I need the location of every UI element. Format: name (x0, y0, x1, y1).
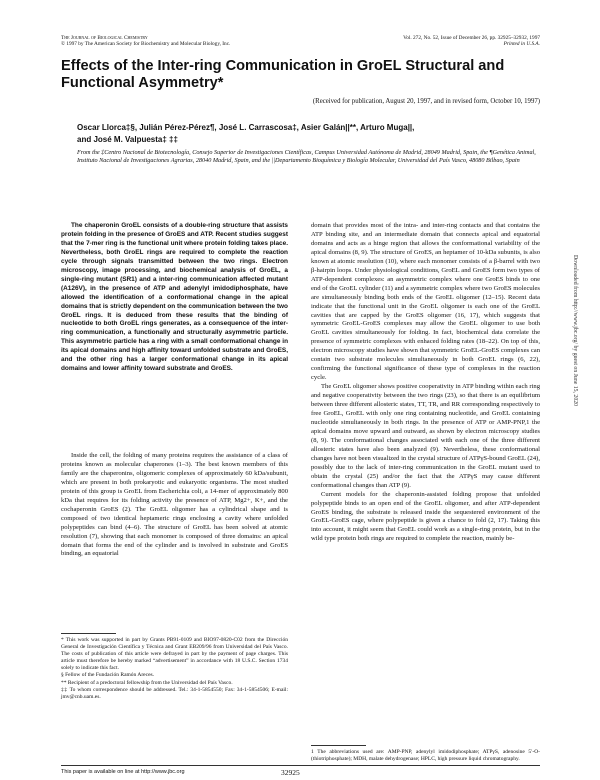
journal-header (61, 35, 230, 47)
page-number: 32925 (281, 768, 300, 777)
footnote-predoctoral: ** Recipient of a predoctoral fellowship from the Universidad del País Vasco. (61, 679, 233, 686)
footer-rule (61, 765, 540, 766)
affiliations: From the ‡Centro Nacional de Biotecnología, Consejo Superior de Investigaciones Científicas, Campus Universidad Autónoma de Madrid, 28049 Madrid, Spain, the ¶Genética Animal, Instituto Nacional de Investigaciones Agrarias, 28040 Madrid, Spain, and the ||Departamento Bioquímica y Biología Molecular, Universidad del País Vasco, 48080 Bilbao, Spain (77, 149, 536, 164)
footnote-correspondence: ‡‡ To whom correspondence should be addressed. Tel.: 34-1-5854550; Fax: 34-1-5854506; E-mail: jmv@cnb.uam.es. (61, 686, 288, 700)
article-title: Effects of the Inter-ring Communication in GroEL Structural and Functional Asymmetry* (61, 58, 505, 91)
footnote-fellow: § Fellow of the Fundación Ramón Areces. (61, 672, 155, 679)
right-column (311, 222, 540, 544)
right-paragraph-3: Current models for the chaperonin-assisted folding propose that unfolded polypeptide binds to an open end of the GroEL oligomer, and after ATP-dependent GroES binding, the substrate is released inside the sequestered environment of the GroEL-GroES cage, where polypeptide is given a chance to fold (2, 17). Taking this into account, it might seem that GroEL could work as a single-ring protein, but in the wild type protein both rings are required to complete the reaction, mainly be- (311, 490, 540, 543)
issue-header (403, 35, 540, 47)
authors-line-1: Oscar Llorca‡§, Julián Pérez-Pérez¶, José L. Carrascosa‡, Asier Galán||**, Arturo Muga||, (77, 123, 415, 132)
footnote-rule-right (311, 745, 366, 746)
footnotes-left (61, 637, 288, 701)
footnote-funding: * This work was supported in part by Grants PB91-0109 and BIO97-0820-C02 from the Dirección General de Investigación Científica y Técnica and Grant EB209/96 from Universidad del País Vasco. The costs of publication of this article were defrayed in part by the payment of page charges. This article must therefore be hereby marked “advertisement” in accordance with 18 U.S.C. Section 1734 solely to indicate this fact. (61, 637, 288, 672)
right-paragraph-1: domain that provides most of the intra- and inter-ring contacts and that contains the ATP binding site, and an intermediate domain that connects apical and equatorial domains and acts as a hinge region that allows the conformational variability of the apical domains (8, 9). The structure of GroES, an heptamer of 10-kDa subunits, is also known at atomic resolution (10), where each monomer consists of a β-barrel with two β-hairpin loops. Under physiological conditions, GroEL and GroES form two types of ATP-dependent complexes: an asymmetric complex where one GroES binds to one end of the GroEL cylinder (11) and a symmetric complex where two GroES molecules are simultaneously binding both ends of the GroEL oligomer (12–15). Recent data indicate that the functional unit in the GroEL oligomer is each one of the GroEL cavities that are capped by the GroES oligomer (16, 17), which suggests that symmetric GroEL-GroES complexes may allow the GroEL oligomer to use both GroEL cavities simultaneously for folding. In fact, biochemical data correlate the presence of symmetric complexes with enhaced folding rates (18–22). On top of this, electron microscopy studies have shown that symmetric GroEL-GroES complexes can contain two substrate molecules simultaneously in both GroEL rings (6, 22), confirming the functional significance of these type of complexes in the reaction cycle. (311, 222, 540, 382)
printed-line: Printed in U.S.A. (503, 41, 540, 48)
volume-line: Vol. 272, No. 52, Issue of December 26, pp. 32925–32932, 1997 (403, 35, 540, 41)
download-note: Downloaded from http://www.jbc.org/ by guest on June 15, 2020 (572, 255, 578, 407)
introduction (61, 452, 288, 559)
right-paragraph-2: The GroEL oligomer shows positive cooperativity in ATP binding within each ring and negative cooperativity between the two rings (23), so that there is an equilibrium between three different allosteric states, TT, TR, and RR corresponding respectively to free GroEL, GroEL with only one ring containing nucleotide, and GroEL containing nucleotide simultaneously in both rings. In the presence of ATP or AMP-PNP,1 the apical domains move upward and outward, as shown by electron microscopy studies (8, 9). The conformational changes associated with each one of the three different allosteric states have also been analyzed (9). Nevertheless, these conformational changes have not been visualized in the crystal structure of ATPγS-bound GroEL (24), possibly due to the lack of inter-ring communication in the GroEL mutant used to obtain the crystal (25) and/or the fact that the ATPγS may cause different conformational changes than ATP (9). (311, 383, 540, 489)
download-watermark (570, 255, 580, 525)
journal-name: The Journal of Biological Chemistry (61, 35, 148, 41)
intro-paragraph: Inside the cell, the folding of many proteins requires the assistance of a class of proteins known as molecular chaperones (1–3). The best known members of this family are the chaperonins, oligomeric complexes of approximately 60 kDa/subunit, which are present in both prokaryotic and eukaryotic organisms. The most studied protein of this group is GroEL from Escherichia coli, a 14-mer of approximately 800 kDa that requires for its folding activity the presence of ATP, Mg2+, K+, and the cochaperonin GroES (2). The GroEL oligomer has a cylindrical shape and is composed of two identical heptameric rings enclosing a cavity where unfolded polypeptides can bind (4–6). The structure of GroEL has been solved at atomic resolution (7), showing that each monomer is composed of three domains: an apical domain that forms the end of the cylinder and is involved in substrate and GroES binding, an equatorial (61, 452, 288, 558)
authors-line-2: and José M. Valpuesta‡ ‡‡ (77, 135, 178, 144)
abstract (61, 222, 288, 374)
abstract-text: The chaperonin GroEL consists of a double-ring structure that assists protein folding in the presence of GroES and ATP. Recent studies suggest that the 7-mer ring is the functional unit where protein folding takes place. Nevertheless, both GroEL rings are required to complete the reaction cycle through signals transmitted between the two rings. Electron microscopy, image processing, and biochemical analysis of GroEL, a single-ring mutant (SR1) and a inter-ring communication affected mutant (A126V), in the presence of ATP and adenylyl imidodiphosphate, have allowed the identification of a conformational change in the apical domains that is strictly dependent on the communication between the two GroEL rings. It is deduced from these results that the binding of nucleotide to both GroEL rings generates, as a consequence of the inter-ring communication, a functionally and structurally asymmetric particle. This asymmetric particle has a ring with a small conformational change in its apical domains and high affinity toward unfolded substrate and GroES, and the other ring has a larger conformational change in its apical domains and lower affinity toward substrate and GroES. (61, 222, 288, 373)
copyright-line: © 1997 by The American Society for Biochemistry and Molecular Biology, Inc. (61, 41, 231, 48)
online-availability: This paper is available on line at http://www.jbc.org (61, 769, 185, 775)
footnote-rule-left (61, 633, 116, 634)
received-dates: (Received for publication, August 20, 1997, and in revised form, October 10, 1997) (312, 98, 540, 105)
footnote-abbreviations: 1 The abbreviations used are: AMP-PNP, adenylyl imidodiphosphate; ATPγS, adenosine 5′-O-(thiotriphosphate); MDH, malate dehydrogenase; HPLC, high pressure liquid chromatography. (311, 749, 540, 763)
author-list (77, 122, 547, 146)
